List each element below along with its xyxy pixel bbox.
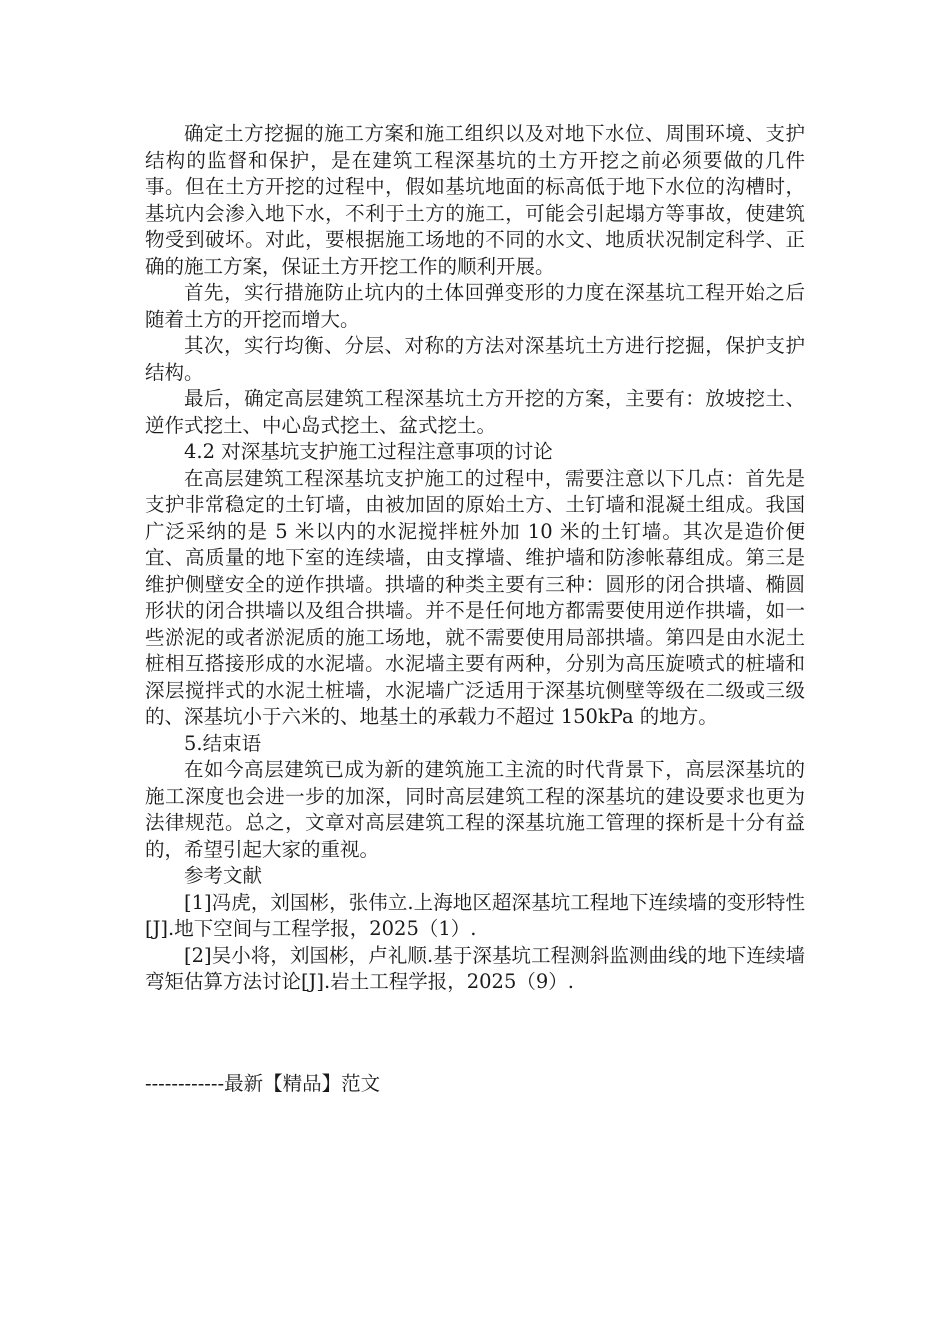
reference-item-2: [2]吴小将，刘国彬，卢礼顺.基于深基坑工程测斜监测曲线的地下连续墙弯矩估算方法讨论[J].岩土工程学报，2025（9）. <box>145 943 805 993</box>
page-footer: ------------最新【精品】范文 <box>145 1072 381 1095</box>
section-heading-4-2: 4.2 对深基坑支护施工过程注意事项的讨论 <box>184 440 553 463</box>
document-body <box>145 121 805 996</box>
paragraph-earthwork-plan: 确定土方挖掘的施工方案和施工组织以及对地下水位、周围环境、支护结构的监督和保护，是在建筑工程深基坑的土方开挖之前必须要做的几件事。但在土方开挖的过程中，假如基坑地面的标高低于地下水位的沟槽时，基坑内会渗入地下水，不利于土方的施工，可能会引起塌方等事故，使建筑物受到破坏。对此，要根据施工场地的不同的水文、地质状况制定科学、正确的施工方案，保证土方开挖工作的顺利开展。 <box>145 122 805 278</box>
paragraph-support-construction: 在高层建筑工程深基坑支护施工的过程中，需要注意以下几点：首先是支护非常稳定的土钉墙，由被加固的原始土方、土钉墙和混凝土组成。我国广泛采纳的是 5 米以内的水泥搅拌桩外加 10 米的土钉墙。其次是造价便宜、高质量的地下室的连续墙，由支撑墙、维护墙和防渗帐幕组成。第三是维护侧壁安全的逆作拱墙。拱墙的种类主要有三种：圆形的闭合拱墙、椭圆形状的闭合拱墙以及组合拱墙。并不是任何地方都需要使用逆作拱墙，如一些淤泥的或者淤泥质的施工场地，就不需要使用局部拱墙。第四是由水泥土桩相互搭接形成的水泥墙。水泥墙主要有两种，分别为高压旋喷式的桩墙和深层搅拌式的水泥土桩墙，水泥墙广泛适用于深基坑侧壁等级在二级或三级的、深基坑小于六米的、地基土的承载力不超过 150kPa 的地方。 <box>145 466 805 728</box>
paragraph-conclusion: 在如今高层建筑已成为新的建筑施工主流的时代背景下，高层深基坑的施工深度也会进一步的加深，同时高层建筑工程的深基坑的建设要求也更为法律规范。总之，文章对高层建筑工程的深基坑施工管理的探析是十分有益的，希望引起大家的重视。 <box>145 758 805 861</box>
paragraph-second: 其次，实行均衡、分层、对称的方法对深基坑土方进行挖掘，保护支护结构。 <box>145 334 805 384</box>
paragraph-last: 最后，确定高层建筑工程深基坑土方开挖的方案，主要有：放坡挖土、逆作式挖土、中心岛式挖土、盆式挖土。 <box>145 387 805 437</box>
section-heading-conclusion: 5.结束语 <box>184 731 262 755</box>
reference-item-1: [1]冯虎，刘国彬，张伟立.上海地区超深基坑工程地下连续墙的变形特性[J].地下空间与工程学报，2025（1）. <box>145 890 805 940</box>
paragraph-first: 首先，实行措施防止坑内的土体回弹变形的力度在深基坑工程开始之后随着土方的开挖而增大。 <box>145 281 805 331</box>
references-heading: 参考文献 <box>184 864 263 887</box>
